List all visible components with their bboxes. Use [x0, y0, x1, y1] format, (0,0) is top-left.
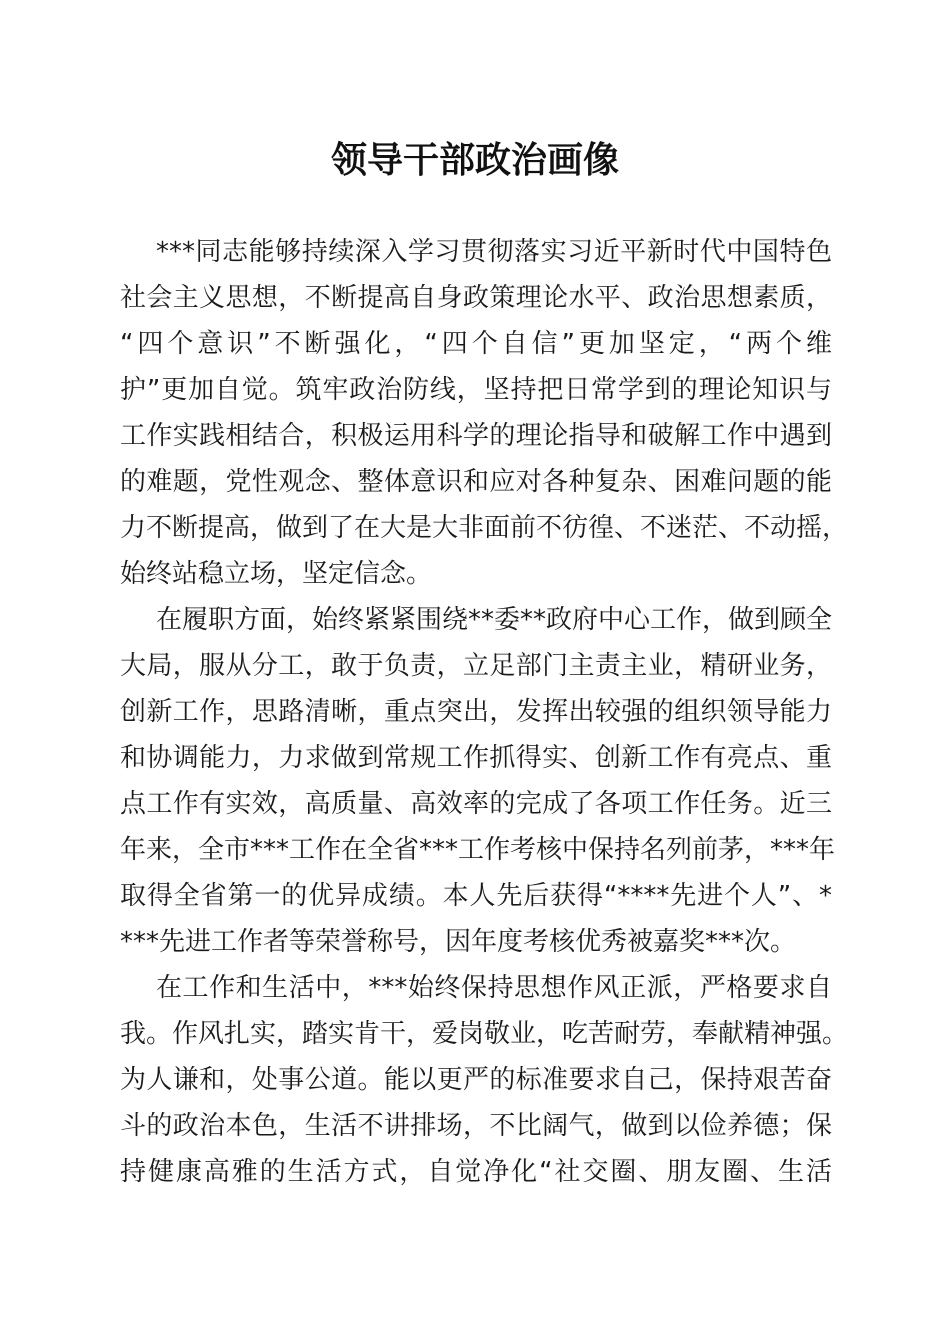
- paragraph-line: 在工作和生活中，***始终保持思想作风正派，严格要求自: [156, 973, 832, 1003]
- paragraph-line: 年来，全市***工作在全省***工作考核中保持名列前茅，***年: [120, 835, 836, 865]
- paragraph-line: 大局，服从分工，敢于负责，立足部门主责主业，精研业务，: [120, 651, 832, 681]
- paragraph-political-stance: [120, 229, 849, 597]
- paragraph-line: 的难题，党性观念、整体意识和应对各种复杂、困难问题的能: [120, 467, 832, 497]
- document-title: 领导干部政治画像: [330, 139, 619, 181]
- paragraph-line: 力不断提高，做到了在大是大非面前不彷徨、不迷茫、不动摇，: [120, 513, 849, 543]
- paragraph-line: 社会主义思想，不断提高自身政策理论水平、政治思想素质，: [120, 283, 832, 313]
- paragraph-line: ***先进工作者等荣誉称号，因年度考核优秀被嘉奖***次。: [120, 927, 797, 957]
- paragraph-line: “四个意识”不断强化，“四个自信”更加坚定，“两个维: [120, 329, 832, 359]
- paragraph-line: 持健康高雅的生活方式，自觉净化“社交圈、朋友圈、生活: [120, 1157, 832, 1187]
- paragraph-line: 在履职方面，始终紧紧围绕**委**政府中心工作，做到顾全: [156, 605, 833, 635]
- paragraph-line: 为人谦和，处事公道。能以更严的标准要求自己，保持艰苦奋: [120, 1065, 832, 1095]
- paragraph-line: 斗的政治本色，生活不讲排场，不比阔气，做到以俭养德；保: [120, 1111, 832, 1141]
- paragraph-line: 点工作有实效，高质量、高效率的完成了各项工作任务。近三: [120, 789, 832, 819]
- paragraph-line: 和协调能力，力求做到常规工作抓得实、创新工作有亮点、重: [120, 743, 832, 773]
- paragraph-line: ***同志能够持续深入学习贯彻落实习近平新时代中国特色: [156, 237, 832, 267]
- paragraph-performance: [120, 597, 836, 965]
- paragraph-line: 我。作风扎实，踏实肯干，爱岗敬业，吃苦耐劳，奉献精神强。: [120, 1019, 849, 1049]
- document-body: [120, 229, 849, 1195]
- paragraph-line: 护”更加自觉。筑牢政治防线，坚持把日常学到的理论知识与: [120, 375, 832, 405]
- paragraph-line: 工作实践相结合，积极运用科学的理论指导和破解工作中遇到: [120, 421, 832, 451]
- paragraph-conduct: [120, 965, 849, 1195]
- paragraph-line: 始终站稳立场，坚定信念。: [120, 559, 433, 589]
- paragraph-line: 创新工作，思路清晰，重点突出，发挥出较强的组织领导能力: [120, 697, 832, 727]
- paragraph-line: 取得全省第一的优异成绩。本人先后获得“****先进个人”、*: [120, 881, 832, 911]
